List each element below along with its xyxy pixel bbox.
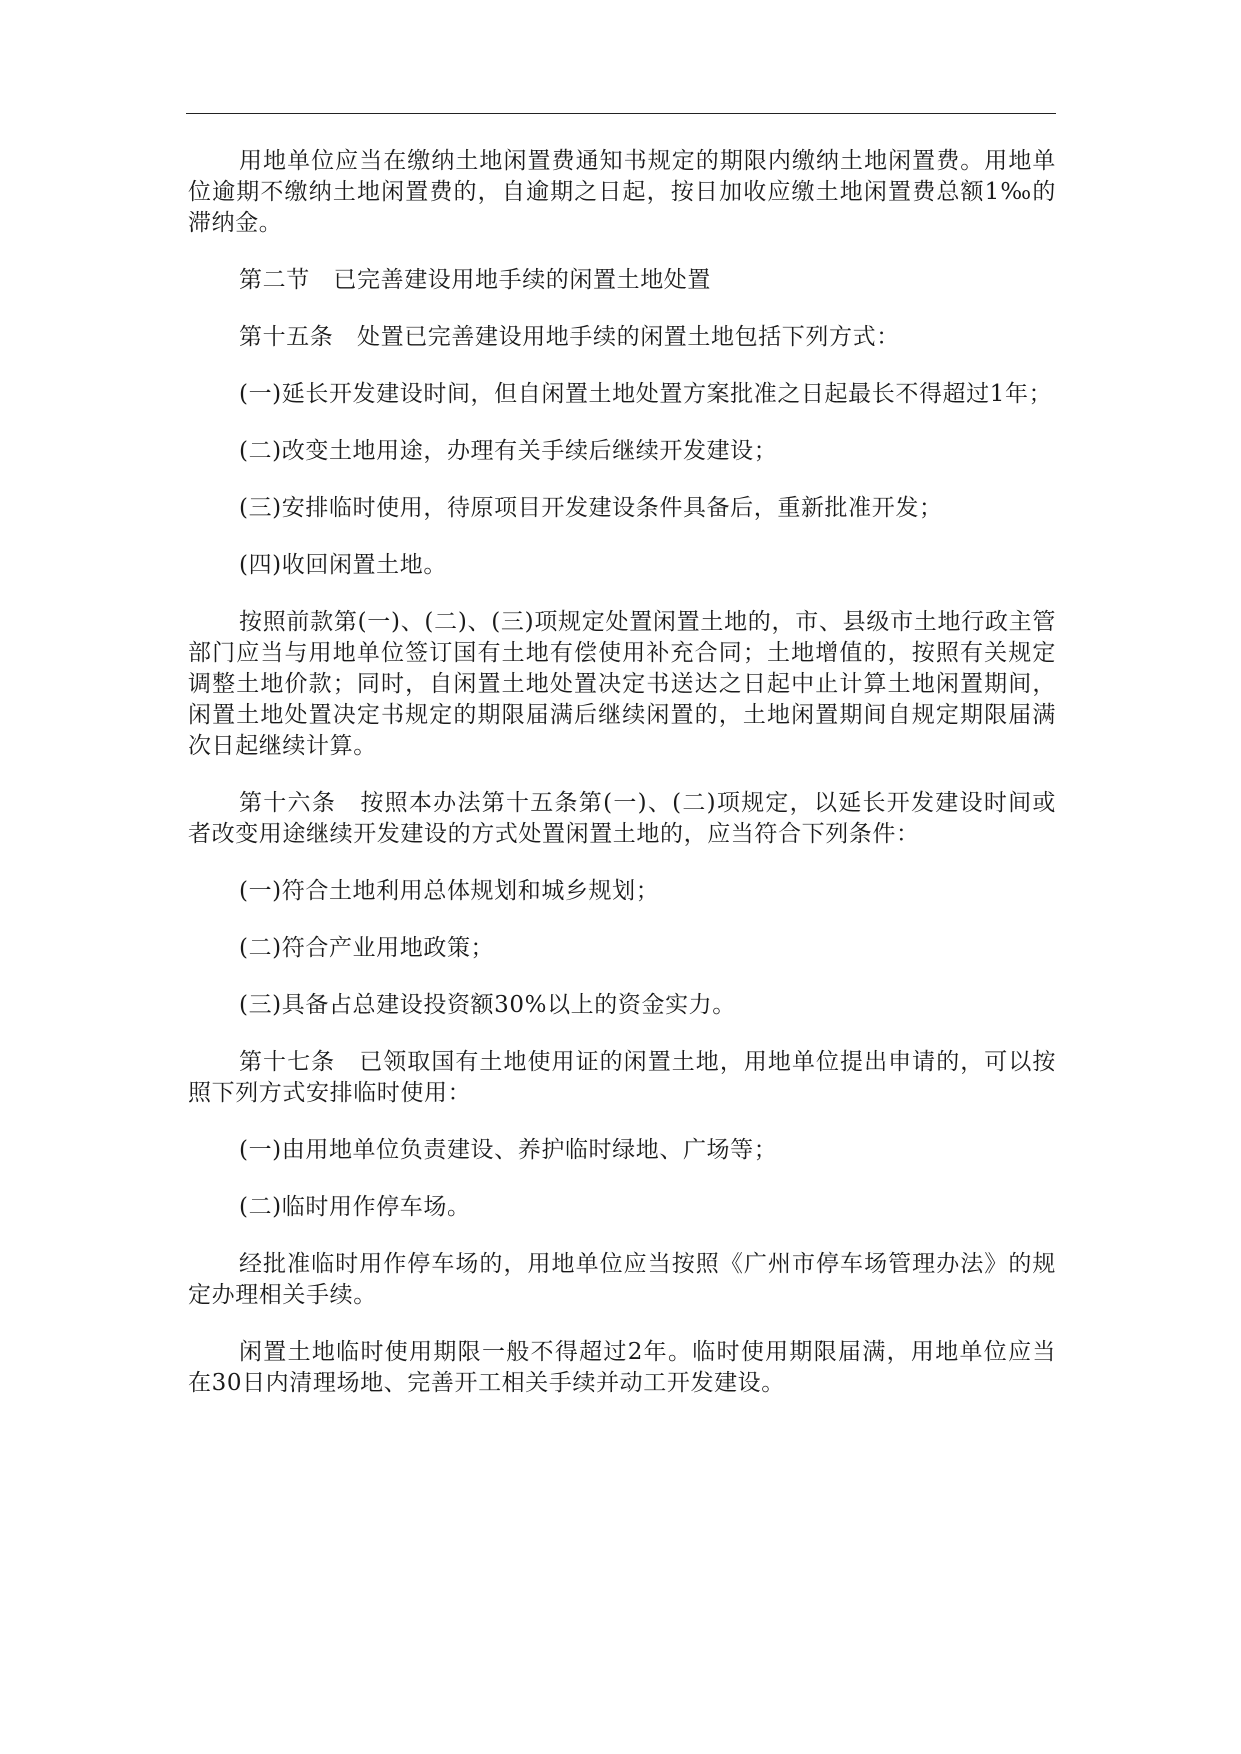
header-rule [186, 113, 1056, 114]
article-15-item-3: (三)安排临时使用，待原项目开发建设条件具备后，重新批准开发； [239, 495, 943, 521]
article-15-item-4: (四)收回闲置土地。 [239, 552, 447, 578]
article-16-item-2: (二)符合产业用地政策； [239, 935, 495, 961]
article-17-term-clause: 闲置土地临时使用期限一般不得超过2年。临时使用期限届满，用地单位应当在30日内清理场地、完善开工相关手续并动工开发建设。 [188, 1339, 1056, 1396]
paragraph-late-fee: 用地单位应当在缴纳土地闲置费通知书规定的期限内缴纳土地闲置费。用地单位逾期不缴纳土地闲置费的，自逾期之日起，按日加收应缴土地闲置费总额1‰的滞纳金。 [188, 148, 1056, 236]
article-15: 第十五条 处置已完善建设用地手续的闲置土地包括下列方式： [239, 324, 900, 350]
article-15-clause: 按照前款第(一)、(二)、(三)项规定处置闲置土地的，市、县级市土地行政主管部门应当与用地单位签订国有土地有偿使用补充合同；土地增值的，按照有关规定调整土地价款；同时，自闲置土地处置决定书送达之日起中止计算土地闲置期间，闲置土地处置决定书规定的期限届满后继续闲置的，土地闲置期间自规定期限届满次日起继续计算。 [188, 609, 1056, 759]
article-16-item-3: (三)具备占总建设投资额30%以上的资金实力。 [239, 992, 736, 1018]
article-15-item-2: (二)改变土地用途，办理有关手续后继续开发建设； [239, 438, 778, 464]
article-17-item-2: (二)临时用作停车场。 [239, 1194, 471, 1220]
article-17-item-1: (一)由用地单位负责建设、养护临时绿地、广场等； [239, 1137, 778, 1163]
article-15-item-1: (一)延长开发建设时间，但自闲置土地处置方案批准之日起最长不得超过1年； [239, 381, 1053, 407]
article-16: 第十六条 按照本办法第十五条第(一)、(二)项规定，以延长开发建设时间或者改变用途继续开发建设的方式处置闲置土地的，应当符合下列条件： [188, 790, 1056, 847]
section-heading-2: 第二节 已完善建设用地手续的闲置土地处置 [239, 267, 711, 293]
article-17: 第十七条 已领取国有土地使用证的闲置土地，用地单位提出申请的，可以按照下列方式安排临时使用： [188, 1049, 1056, 1106]
article-17-parking-clause: 经批准临时用作停车场的，用地单位应当按照《广州市停车场管理办法》的规定办理相关手续。 [188, 1251, 1056, 1308]
article-16-item-1: (一)符合土地利用总体规划和城乡规划； [239, 878, 660, 904]
document-body [188, 146, 1056, 1425]
